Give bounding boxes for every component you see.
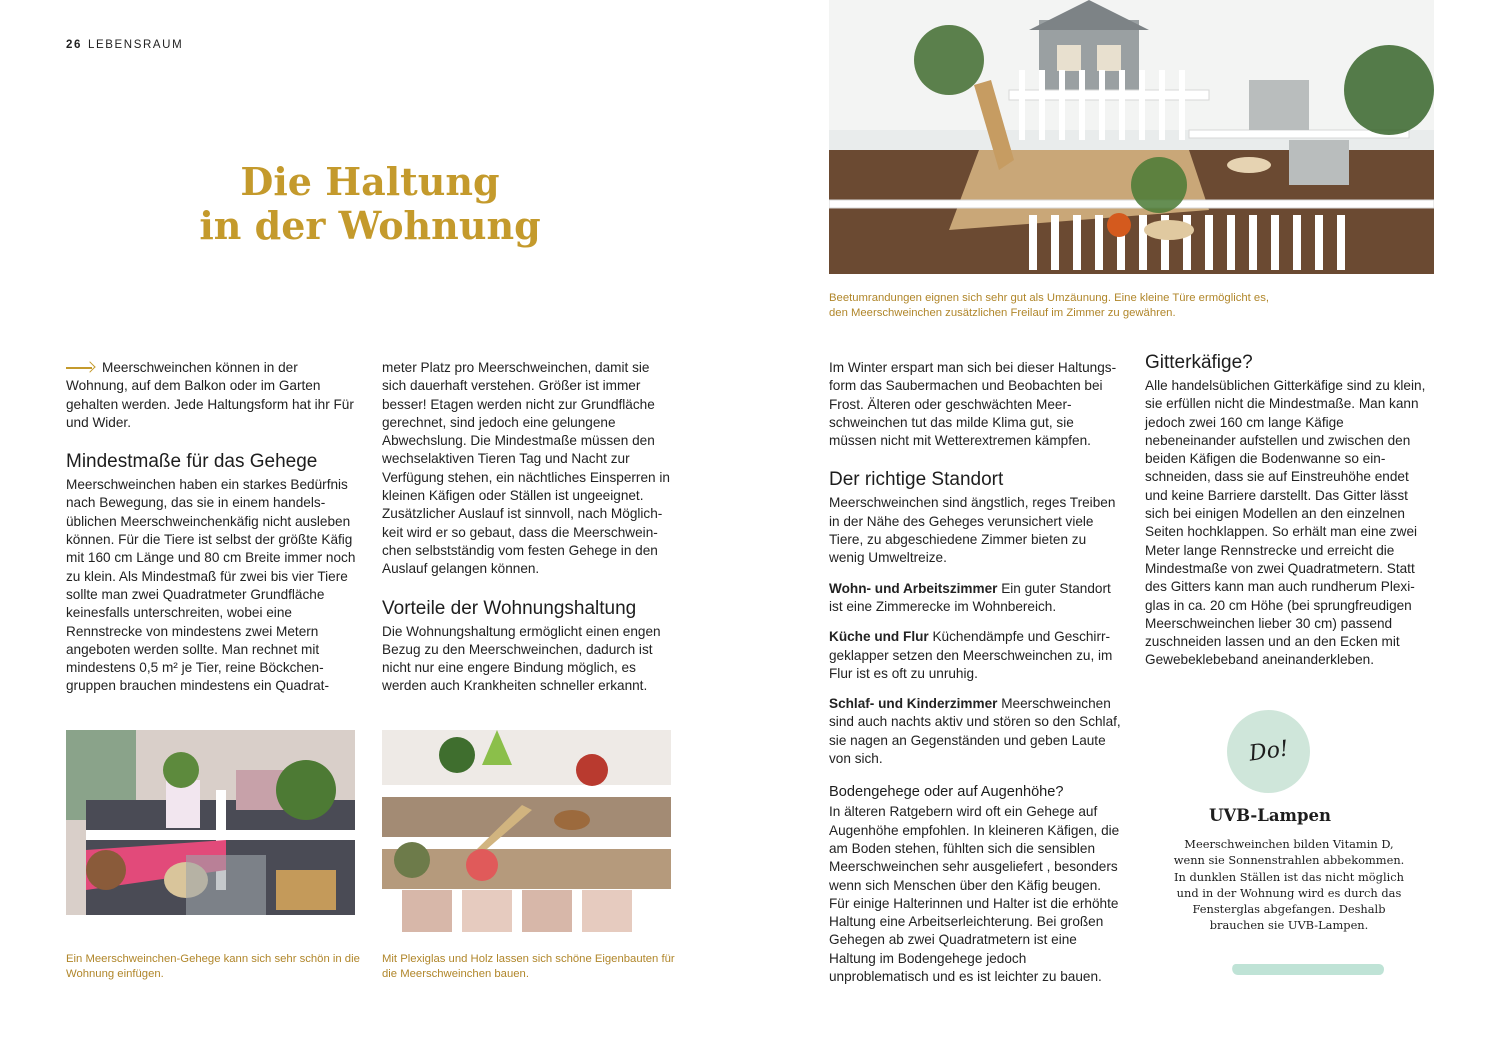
runin-schlafzimmer: Schlaf- und Kinderzimmer (829, 696, 998, 712)
heading-bodengehege: Bodengehege oder auf Augenhöhe? (829, 784, 1064, 801)
chapter-title-line2: in der Wohnung (199, 203, 541, 248)
heading-mindestmasse: Mindestmaße für das Gehege (66, 451, 318, 473)
paragraph-schlafzimmer (829, 695, 1121, 768)
column-1 (66, 359, 358, 696)
column-4 (1145, 351, 1435, 670)
do-badge-label: Do! (1247, 736, 1290, 767)
heading-vorteile: Vorteile der Wohnungshaltung (382, 597, 637, 619)
paragraph-standort: Meerschweinchen sind ängstlich, reges Treiben in der Nähe des Geheges verunsichert viele Tiere, zu abgeschiedene Zimmer bieten zu wenig Umweltreize. (829, 495, 1116, 566)
column-3 (829, 359, 1121, 986)
column-2 (382, 359, 674, 696)
paragraph-mindestmasse: Meerschweinchen haben ein starkes Bedürfnis nach Bewegung, das sie in einem handelsüblichen Meerschweinchenkäfig nicht ausleben können. Für die Tiere ist selbst der größte Käfig mit 160 cm Länge und 80 cm Breite immer noch zu klein. Als Mindestmaß für zwei bis vier Tiere sollte man zwei Quadratmeter Grundfläche keinesfalls unterschreiten, wobei eine Rennstrecke von mindestens zwei Metern angeboten werden sollte. Man rechnet mit mindestens 0,5 m² je Tier, reine Böckchengruppen brauchen mindestens ein Quadrat- (66, 477, 356, 694)
tip-title: UVB-Lampen (1208, 806, 1332, 825)
paragraph-wohnzimmer (829, 580, 1121, 617)
paragraph-bodengehege: In älteren Ratgebern wird oft ein Gehege auf Augenhöhe empfohlen. In kleineren Käfigen, die am Boden stehen, fühlten sich die sensiblen Meerschweinchen sehr ausgeliefert , besonders wenn sich Menschen über den Käfig beugen. Für einige Halterinnen und Halter ist die erhöhte Haltung eine Arbeitserleichterung. Bei großen Gehegen ab zwei Quadratmetern ist eine Haltung im Bodengehege jedoch unproblematisch und es ist leichter zu bauen. (829, 804, 1120, 985)
heading-gitterkaefige: Gitterkäfige? (1145, 352, 1253, 373)
text-schlafzimmer: Meerschweinchen sind auch nachts aktiv und stören so den Schlaf, sie nagen an Gegenständen und geben Laute von sich. (829, 696, 1121, 767)
brush-stroke-decoration (1231, 964, 1385, 975)
caption-top-right: Beetumrandungen eignen sich sehr gut als Umzäunung. Eine kleine Türe ermöglicht es, den Meerschweinchen zusätzlichen Freilauf im Zimmer zu gewähren. (829, 292, 1269, 319)
intro-paragraph (66, 359, 358, 432)
enclosure-photo-living-room (66, 730, 355, 932)
paragraph-continued: meter Platz pro Meerschweinchen, damit sie sich dauerhaft verstehen. Größer ist immer besser! Etagen werden nicht zur Grundfläche gerechnet, sind jedoch eine gelungene Abwechslung. Die Mindestmaße müssen den wechselaktiven Tieren Tag und Nacht zur Verfügung stehen, ein nächtliches Einsperren in kleinen Käfigen oder Ställen ist ungeeignet. Zusätzlicher Auslauf ist sinnvoll, nach Möglichkeit wird er so gebaut, dass die Meerschweinchen selbstständig vom festen Gehege in den Auslauf gelangen können. (382, 360, 670, 577)
enclosure-photo-self-built (382, 730, 671, 932)
runin-kueche: Küche und Flur (829, 629, 929, 645)
do-badge (1227, 710, 1310, 793)
caption-bottom-left: Ein Meerschweinchen-Gehege kann sich sehr schön in die Wohnung einfügen. (66, 953, 360, 980)
paragraph-gitterkaefige: Alle handelsüblichen Gitterkäfige sind zu klein, sie erfüllen nicht die Mindestmaße. Man kann jedoch zwei 160 cm lange Käfige nebeneinander aufstellen und zwischen den beiden Käfigen die Bodenwanne so einschneiden, dass sie auf Einstreuhöhe endet und keine Barriere darstellt. Das Gitter lässt sich bei einigen Modellen an den einzelnen Seiten hochklappen. So erhält man eine zwei Meter lange Rennstrecke und erreicht die Mindestmaße von zwei Quadratmetern. Statt des Gitters kann man auch rundherum Plexiglas in ca. 20 cm Höhe (bei sprungfreudigen Meerschweinchen lieber 30 cm) passend zuschneiden lassen und an den Ecken mit Gewebeklebeband aneinanderkleben. (1145, 378, 1426, 668)
paragraph-kueche (829, 628, 1121, 683)
page-number: 26 (66, 39, 82, 51)
paragraph-vorteile: Die Wohnungshaltung ermöglicht einen engen Bezug zu den Meerschweinchen, dadurch ist nicht nur eine engere Bindung möglich, es werden auch Krankheiten schneller erkannt. (382, 623, 661, 694)
caption-bottom-middle: Mit Plexiglas und Holz lassen sich schöne Eigenbauten für die Meerschweinchen bauen. (382, 953, 675, 980)
chapter-title-line1: Die Haltung (240, 159, 500, 204)
tip-text: Meerschweinchen bilden Vitamin D, wenn sie Sonnenstrahlen abbekommen. In dunklen Ställen ist das nicht möglich und in der Wohnung wird es durch das Fensterglas abgefangen. Deshalb brauchen sie UVB-Lampen. (1173, 837, 1405, 933)
section-name: LEBENSRAUM (88, 39, 184, 51)
heading-standort: Der richtige Standort (829, 469, 1004, 491)
intro-text: Meerschweinchen können in der Wohnung, auf dem Balkon oder im Garten gehalten werden. Jede Haltungsform hat ihr Für und Wider. (66, 360, 354, 430)
running-header (66, 39, 183, 51)
runin-wohnzimmer: Wohn- und Arbeitszimmer (829, 580, 998, 596)
enclosure-photo-large (829, 0, 1434, 274)
arrow-icon (66, 363, 96, 373)
text-kueche: Küchendämpfe und Geschirrgeklapper setzen den Meerschweinchen zu, im Flur ist es oft zu unruhig. (829, 629, 1113, 681)
paragraph-winter: Im Winter erspart man sich bei dieser Haltungsform das Saubermachen und Beobachten bei Frost. Älteren oder geschwächten Meerschweinchen tut das milde Klima gut, sie müssen nicht mit Wetterextremen kämpfen. (829, 360, 1117, 449)
chapter-title (160, 160, 580, 248)
text-wohnzimmer: Ein guter Standort ist eine Zimmerecke im Wohnbereich. (829, 580, 1111, 614)
